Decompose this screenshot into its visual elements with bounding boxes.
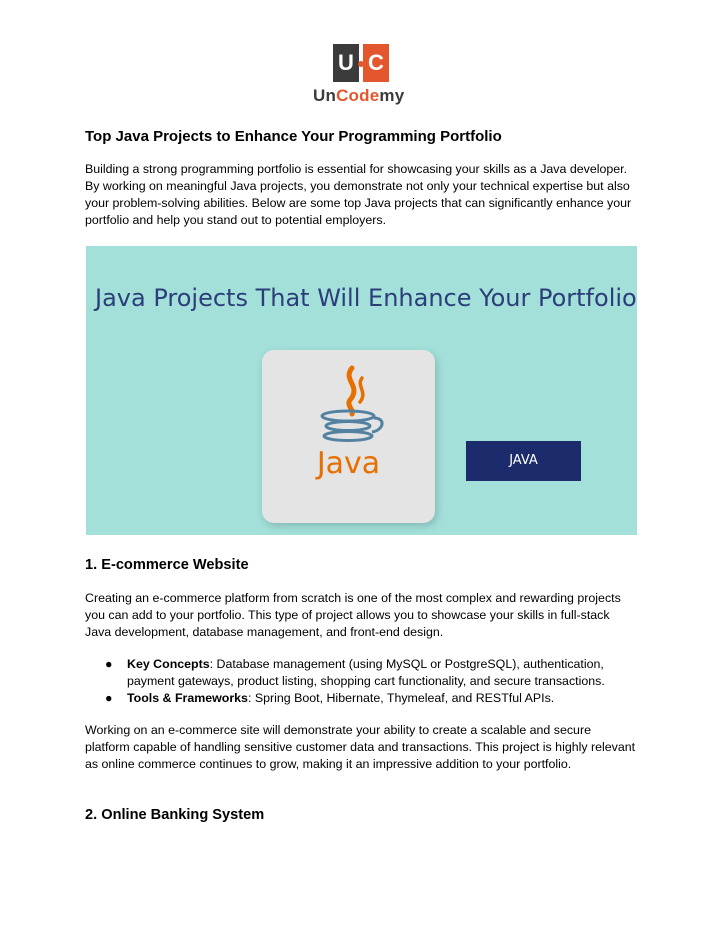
logo-badge [333, 44, 389, 82]
java-cup-icon [262, 350, 435, 450]
logo-badge-c: C [363, 44, 389, 82]
java-label-button: JAVA [466, 441, 581, 481]
ecommerce-bullet-list [85, 656, 637, 707]
logo-wordmark [313, 86, 404, 106]
section-heading-ecommerce: 1. E-commerce Website [85, 557, 249, 573]
uncodemy-logo[interactable] [313, 44, 411, 108]
java-banner-image [86, 246, 637, 535]
bullet-text: : Database management (using MySQL or PostgreSQL), authentication, payment gateways, product listing, shopping cart functionality, and secure transactions. [127, 657, 605, 688]
logo-word-un: Un [313, 86, 337, 105]
banner-heading: Java Projects That Will Enhance Your Portfolio [95, 284, 637, 312]
section-heading-banking: 2. Online Banking System [85, 807, 265, 823]
ecommerce-closing-paragraph: Working on an e-commerce site will demonstrate your ability to create a scalable and secure platform capable of handling sensitive customer data and transactions. This project is highly relevant as online commerce continues to grow, making it an impressive addition to your portfolio. [85, 723, 636, 771]
logo-word-my: my [379, 86, 405, 105]
page-title: Top Java Projects to Enhance Your Programming Portfolio [85, 128, 502, 145]
bullet-label: Key Concepts [127, 657, 210, 671]
list-item [85, 690, 637, 707]
bullet-text: : Spring Boot, Hibernate, Thymeleaf, and RESTful APIs. [247, 691, 555, 705]
logo-word-code: Code [336, 86, 380, 105]
list-item [85, 656, 637, 690]
bullet-dot: ● [105, 691, 113, 705]
java-logo-card [262, 350, 435, 523]
intro-paragraph: Building a strong programming portfolio is essential for showcasing your skills as a Java developer. By working on meaningful Java projects, you demonstrate not only your technical expertise but also your problem-solving abilities. Below are some top Java projects that can significantly enhance your portfolio and help you stand out to potential employers. [85, 162, 632, 227]
logo-badge-u: U [333, 44, 359, 82]
bullet-label: Tools & Frameworks [127, 691, 248, 705]
ecommerce-paragraph: Creating an e-commerce platform from scratch is one of the most complex and rewarding projects you can add to your portfolio. This type of project allows you to showcase your skills in full-stack Java development, database management, and front-end design. [85, 591, 621, 639]
bullet-dot: ● [105, 657, 113, 671]
java-logo-text: Java [316, 446, 381, 481]
